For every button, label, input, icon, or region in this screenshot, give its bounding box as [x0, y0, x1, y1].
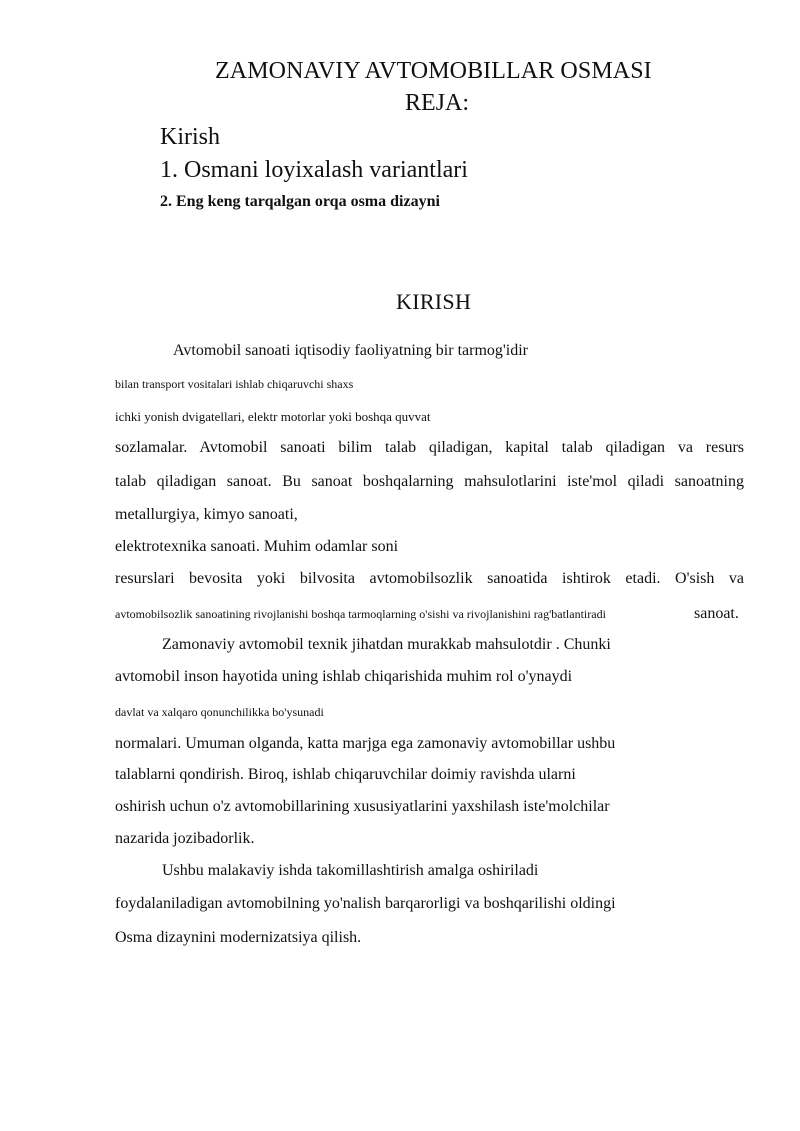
paragraph-line: ichki yonish dvigatellari, elektr motorlar yoki boshqa quvvat: [115, 409, 431, 424]
plan-item: 2. Eng keng tarqalgan orqa osma dizayni: [160, 193, 440, 210]
paragraph-line: bilan transport vositalari ishlab chiqaruvchi shaxs: [115, 377, 354, 391]
paragraph-line: talablarni qondirish. Biroq, ishlab chiqaruvchilar doimiy ravishda ularni: [115, 766, 576, 783]
plan-item: Kirish: [160, 124, 220, 150]
document-title: ZAMONAVIY AVTOMOBILLAR OSMASI: [215, 58, 652, 84]
paragraph-line: avtomobil inson hayotida uning ishlab chiqarishida muhim rol o'ynaydi: [115, 668, 573, 685]
section-heading-kirish: KIRISH: [396, 289, 472, 314]
plan-item: 1. Osmani loyixalash variantlari: [160, 157, 468, 183]
paragraph-line: talab qiladigan sanoat. Bu sanoat boshqalarning mahsulotlarini iste'mol qiladi sanoatning: [115, 473, 744, 490]
paragraph-line: Zamonaviy avtomobil texnik jihatdan murakkab mahsulotdir . Chunki: [162, 636, 611, 653]
paragraph-line: resurslari bevosita yoki bilvosita avtomobilsozlik sanoatida ishtirok etadi. O'sish va: [115, 570, 744, 587]
paragraph-line: metallurgiya, kimyo sanoati,: [115, 506, 298, 523]
paragraph-line: Ushbu malakaviy ishda takomillashtirish amalga oshiriladi: [162, 862, 539, 879]
paragraph-line: elektrotexnika sanoati. Muhim odamlar soni: [115, 538, 399, 555]
paragraph-line: sozlamalar. Avtomobil sanoati bilim talab qiladigan, kapital talab qiladigan va resurs: [115, 439, 744, 456]
plan-heading: REJA:: [405, 90, 470, 116]
paragraph-line: avtomobilsozlik sanoatining rivojlanishi boshqa tarmoqlarning o'sishi va rivojlanishini rag'batlantiradi: [115, 607, 606, 621]
paragraph-line: sanoat.: [694, 605, 739, 622]
paragraph-line: normalari. Umuman olganda, katta marjga ega zamonaviy avtomobillar ushbu: [115, 735, 616, 752]
paragraph-line: oshirish uchun o'z avtomobillarining xususiyatlarini yaxshilash iste'molchilar: [115, 798, 610, 815]
paragraph-line: Osma dizaynini modernizatsiya qilish.: [115, 929, 362, 946]
paragraph-line: foydalaniladigan avtomobilning yo'nalish barqarorligi va boshqarilishi oldingi: [115, 895, 616, 912]
paragraph-line: Avtomobil sanoati iqtisodiy faoliyatning bir tarmog'idir: [173, 342, 528, 359]
paragraph-line: nazarida jozibadorlik.: [115, 830, 255, 847]
paragraph-line: davlat va xalqaro qonunchilikka bo'ysunadi: [115, 705, 324, 719]
